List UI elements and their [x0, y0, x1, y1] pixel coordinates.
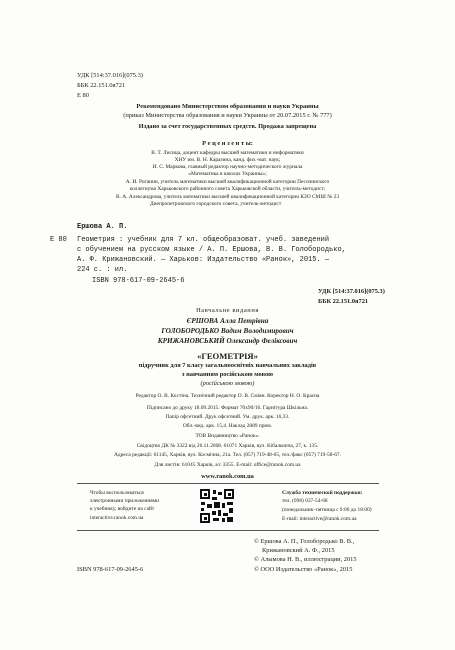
udk-top: УДК [514:37.016](075.3)	[77, 72, 143, 79]
catalog-isbn: ISBN 978-617-09-2645-6	[92, 277, 185, 285]
letters-line: Для листів: 61045 Харків, а/с 3355. E-mail: office@ranok.com.ua	[154, 462, 301, 468]
edition-type: Навчальне видання	[196, 307, 259, 314]
catalog-udk: УДК [514:37.016](075.3)	[318, 288, 385, 295]
box-left-4[interactable]: interactive.ranok.com.ua	[90, 515, 144, 521]
author-3: КРИЖАНОВСЬКИЙ Олександр Феліксович	[157, 337, 298, 345]
book-title: «ГЕОМЕТРІЯ»	[197, 351, 258, 361]
reviewer-4a: В. А. Александрова, учитель математики высшей квалификационной категории КЗО СМШ № 23	[115, 194, 340, 200]
catalog-line-2: с обучением на русском языке / А. П. Ершова, В. В. Голобородько,	[77, 246, 346, 254]
support-title: Служба технической поддержки:	[282, 490, 363, 496]
reviewer-3b: коллегиума Харьковского районного совета Харьковской области, учитель-методист;	[129, 186, 326, 192]
subtitle-1: підручник для 7 класу загальноосвітніх навчальних закладів	[138, 362, 317, 369]
catalog-author: Ершова А. П.	[77, 223, 128, 231]
reviewer-3a: А. И. Роганин, учитель математики высшей квалификационной категории Песочинского	[125, 179, 330, 185]
subtitle-3: (російською мовою)	[200, 380, 255, 387]
recommendation-line: Рекомендовано Министерством образования и науки Украины	[136, 103, 319, 110]
run-line: Обл.-вид. арк. 15,4. Наклад 2889 прим.	[182, 423, 273, 429]
catalog-bbk: ББК 22.151.0я721	[318, 298, 369, 305]
subtitle-2: з навчанням російською мовою	[181, 371, 274, 378]
box-left-1: Чтобы воспользоваться	[90, 490, 144, 496]
box-bottom-rule	[77, 530, 379, 531]
address-line: Адреса редакції: 61145, Харків, вул. Космічна, 21а. Тел. (057) 719-48-65, тел./факс (057) 719-58-67.	[114, 452, 341, 458]
support-hours: (понедельник–пятница с 9:00 до 18:00)	[282, 507, 372, 513]
copyright-3: © Алымова Н. В., иллюстрации, 2015	[254, 556, 357, 563]
support-phone: тел. (098) 037-54-68	[282, 498, 328, 504]
copyright-4: © ООО Издательство «Ранок», 2015	[254, 566, 353, 573]
box-top-rule	[77, 483, 379, 484]
catalog-line-1: Геометрия : учебник для 7 кл. общеобразоват. учеб. заведений	[77, 236, 330, 244]
box-left-3: к учебнику, войдите на сайт	[90, 506, 155, 512]
reviewers-title: Р е ц е н з е н т ы:	[202, 140, 253, 147]
certificate-line: Свідоцтво ДК № 3322 від 26.11.2008. 61071 Харків, вул. Кібальчича, 27, к. 135.	[136, 443, 319, 449]
reviewer-2a: И. С. Маркова, главный редактор научно-методического журнала	[152, 164, 303, 170]
copyright-2: Крижановский А. Ф., 2015	[262, 547, 335, 554]
reviewer-1b: ХНУ им. В. Н. Каразина, канд. физ.-мат. наук;	[174, 157, 281, 163]
catalog-line-4: 224 с. : ил.	[77, 266, 128, 274]
author-2: ГОЛОБОРОДЬКО Вадим Володимирович	[161, 327, 294, 335]
website-line[interactable]: www.ranok.com.ua	[201, 473, 254, 480]
signed-line: Підписано до друку 18.09.2015. Формат 70х90/16. Гарнітура Шкільна.	[146, 405, 309, 411]
reviewer-4b: Днепропетровского городского совета, учитель-методист	[150, 201, 282, 207]
catalog-code: Е 80	[50, 236, 67, 244]
state-funds-line: Издано за счет государственных средств. Продажа запрещена	[138, 123, 317, 130]
code-top: Е 80	[77, 92, 89, 99]
support-email[interactable]: E-mail: interactive@ranok.com.ua	[282, 516, 357, 522]
footer-isbn: ISBN 978-617-09-2645-6	[77, 566, 144, 573]
editor-line: Редактор О. В. Костіна. Технічний редактор О. В. Сміян. Коректор Н. О. Красна	[135, 393, 320, 399]
copyright-1: © Ершова А. П., Голобородько В. В.,	[254, 538, 355, 545]
publisher-line: ТОВ Видавництво «Ранок».	[195, 433, 260, 439]
paper-line: Папір офсетний. Друк офсетний. Ум. друк. арк. 16,33.	[165, 414, 290, 420]
catalog-line-3: А. Ф. Крижановский. — Харьков: Издательство «Ранок», 2015. —	[77, 256, 330, 264]
qr-code-icon	[200, 489, 234, 523]
reviewer-2b: «Математика в школах Украины»;	[188, 171, 267, 177]
author-1: ЄРШОВА Алла Петрівна	[186, 317, 269, 325]
order-line: (приказ Министерства образования и науки Украины от 20.07.2015 г. № 777)	[123, 112, 332, 119]
box-left-2: электронными приложениями	[90, 498, 160, 504]
reviewer-1a: В. Т. Лисица, доцент кафедры высшей математики и информатики	[151, 150, 304, 156]
bbk-top: ББК 22.151.0я721	[77, 82, 126, 89]
